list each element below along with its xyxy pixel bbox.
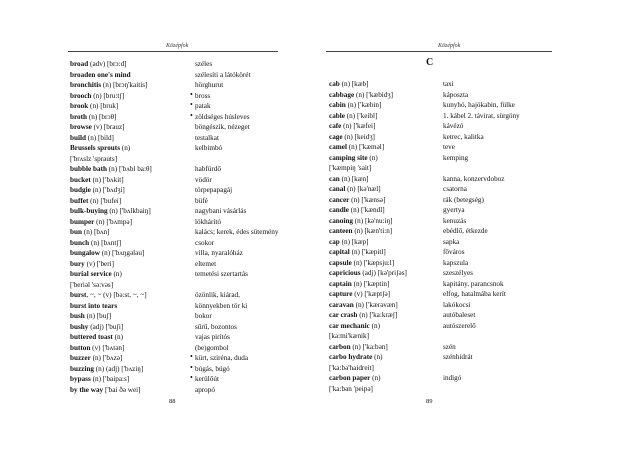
translation: törpepapagáj xyxy=(195,186,233,194)
dictionary-entry xyxy=(70,227,310,238)
dictionary-entry xyxy=(329,363,569,374)
dictionary-entry xyxy=(70,311,310,322)
translation: lökhárító xyxy=(195,217,221,226)
pronunciation: (n) ['kærəvæn] xyxy=(353,300,398,309)
dictionary-entry xyxy=(329,310,569,321)
dictionary-entry xyxy=(329,331,569,342)
dictionary-entry xyxy=(70,112,310,123)
headword: cabbage xyxy=(329,90,355,99)
dictionary-entry xyxy=(329,111,569,122)
headword: cage xyxy=(329,132,343,141)
pronunciation: (n) ['bʌzə] xyxy=(90,354,123,362)
translation: autószerelő xyxy=(443,321,476,330)
headword: carbo hydrate xyxy=(329,353,373,361)
headword: candle xyxy=(329,206,349,214)
headword: brooch xyxy=(70,91,92,100)
dictionary-entry xyxy=(70,70,310,81)
running-head: Középfok xyxy=(438,43,461,49)
headword: broth xyxy=(70,112,88,121)
headword: bronchitis xyxy=(70,81,102,89)
headword: bumper xyxy=(70,217,95,226)
pronunciation: ['bai ðə wei] xyxy=(103,385,141,394)
dictionary-entry xyxy=(329,373,569,384)
dictionary-entry xyxy=(70,374,310,385)
bullet-marker: • xyxy=(190,89,193,99)
pronunciation: (n) xyxy=(372,353,383,361)
running-head: Középfok xyxy=(166,43,189,49)
translation: sűrű, bozontos xyxy=(195,322,237,331)
translation: vödör xyxy=(195,175,212,184)
headword: browse xyxy=(70,123,92,131)
bullet-marker: • xyxy=(190,373,193,382)
dictionary-entry xyxy=(70,196,310,207)
pronunciation: ['kæmpiŋ 'sait] xyxy=(329,164,372,172)
dictionary-entry xyxy=(70,280,310,291)
headword: car mechanic xyxy=(329,321,370,330)
pronunciation: (n) ['bʌbl ba:θ] xyxy=(106,165,152,173)
pronunciation: (n) [kə'nu:iŋ] xyxy=(352,216,393,225)
headword: broad xyxy=(70,60,89,68)
pronunciation: (n) [kæn] xyxy=(339,174,369,183)
headword: caravan xyxy=(329,300,354,309)
dictionary-entry xyxy=(329,90,569,101)
headword: cable xyxy=(329,111,345,120)
translation: bokor xyxy=(195,312,212,320)
translation: kanna, konzervdoboz xyxy=(443,174,505,183)
dictionary-entry xyxy=(70,164,310,175)
pronunciation: (n) ['kæbidʒ] xyxy=(354,90,393,99)
translation: elfog, hatalmába kerít xyxy=(443,290,506,298)
headword: cap xyxy=(329,237,340,246)
translation: vajas pirítós xyxy=(195,333,230,341)
bullet-marker: • xyxy=(190,362,193,372)
translation: indigó xyxy=(443,374,462,382)
dictionary-entry xyxy=(70,290,310,301)
pronunciation: ['brʌslz 'sprauts] xyxy=(70,154,118,163)
dictionary-entry xyxy=(329,184,569,195)
dictionary-entry xyxy=(70,301,310,312)
headword: burial service xyxy=(70,270,112,278)
pronunciation: (adj) ['buʃi] xyxy=(88,322,124,331)
pronunciation: (n) [buʃ] xyxy=(84,312,112,320)
pronunciation: (n) ['bʌdʒi] xyxy=(90,186,125,194)
dictionary-entry xyxy=(329,384,569,395)
pronunciation: (n) ['baipa:s] xyxy=(90,375,130,383)
pronunciation: (n) ['bufei] xyxy=(88,196,122,205)
pronunciation: (n) [kə'næl] xyxy=(345,185,381,193)
translation: szeszélyes xyxy=(443,269,473,277)
pronunciation: ['ka:bə'haidreit] xyxy=(329,363,374,372)
dictionary-entry xyxy=(329,237,569,248)
dictionary-entry xyxy=(70,238,310,249)
translation: testalkat xyxy=(195,133,219,142)
translation: könnyekben tör ki xyxy=(195,301,248,310)
headword: bypass xyxy=(70,375,91,383)
pronunciation: (n) [bild] xyxy=(86,133,114,142)
bullet-marker: • xyxy=(190,100,193,109)
pronunciation: (n) [bʌntʃ] xyxy=(89,238,122,247)
dictionary-entry xyxy=(70,133,310,144)
headword: burst xyxy=(70,291,87,299)
translation: autóbaleset xyxy=(443,311,476,319)
headword: buzzing xyxy=(70,364,94,373)
dictionary-entry xyxy=(329,289,569,300)
headword: bunch xyxy=(70,238,90,247)
dictionary-entry xyxy=(329,205,569,216)
dictionary-entry xyxy=(329,79,569,90)
pronunciation: (n) [bruk] xyxy=(88,102,119,110)
translation: szénhidrát xyxy=(443,353,473,361)
dictionary-entry xyxy=(329,321,569,332)
headword: by the way xyxy=(70,385,104,394)
pronunciation: (n) ['kæməl] xyxy=(346,143,385,151)
pronunciation: (n) ['bʌŋgələu] xyxy=(99,249,145,257)
translation: kapszula xyxy=(443,258,469,267)
pronunciation: (n) ['ka:kræʃ] xyxy=(357,311,398,319)
headword: carbon paper xyxy=(329,374,371,382)
translation: villa, nyaralóház xyxy=(195,249,243,257)
page-number: 89 xyxy=(426,398,433,405)
headword: cab xyxy=(329,80,340,88)
translation: kunyhó, hajókabin, fülke xyxy=(443,101,515,109)
dictionary-entry xyxy=(70,332,310,343)
translation: ketrec, kalitka xyxy=(443,132,484,141)
translation: nagybani vásárlás xyxy=(195,207,247,215)
headword: broaden one's mind xyxy=(70,70,131,79)
dictionary-entry xyxy=(329,226,569,237)
dictionary-entry xyxy=(70,206,310,217)
pronunciation: (v) [brauz] xyxy=(91,123,125,131)
headword: bush xyxy=(70,312,85,320)
pronunciation: (n) [bru:tʃ] xyxy=(91,91,125,100)
pronunciation: (n) ['kæpsju:l] xyxy=(351,258,395,267)
pronunciation: (n) ['keibl] xyxy=(344,111,378,120)
dictionary-entry xyxy=(70,122,310,133)
headword: can xyxy=(329,174,340,183)
pronunciation: (n) ['ka:bən] xyxy=(350,342,388,351)
translation: kapitány, parancsnok xyxy=(443,279,504,288)
pronunciation: (n) ['kæptin] xyxy=(351,279,390,288)
translation: habfürdő xyxy=(195,165,221,173)
pronunciation: (n) [brɔŋ'kaitis] xyxy=(101,81,148,89)
entry-list xyxy=(329,79,569,394)
dictionary-entry xyxy=(329,258,569,269)
translation: özönlik, kiárad, xyxy=(195,291,240,299)
pronunciation: (n) [kæp] xyxy=(339,237,369,246)
right-page xyxy=(319,0,638,452)
translation: 1. kábel 2. távirat, sürgöny xyxy=(443,111,520,120)
dictionary-entry xyxy=(329,352,569,363)
dictionary-entry xyxy=(329,163,569,174)
headword: build xyxy=(70,133,86,142)
pronunciation: (v) ['kæptʃə] xyxy=(352,290,391,298)
translation: szélesíti a látókörét xyxy=(195,70,251,79)
translation: kalács; kerek, édes sütemény xyxy=(195,228,279,236)
pronunciation: (n) xyxy=(120,144,131,152)
dictionary-entry xyxy=(329,100,569,111)
dictionary-entry xyxy=(329,268,569,279)
pronunciation: (n) xyxy=(111,270,122,278)
pronunciation: (v) ['bʌtən] xyxy=(90,343,125,352)
translation: káposzta xyxy=(443,90,469,99)
headword: canal xyxy=(329,185,346,193)
translation: (be)gombol xyxy=(195,343,229,352)
headword: capture xyxy=(329,290,353,298)
pronunciation: (n) [kæb] xyxy=(339,80,369,88)
headword: buzzer xyxy=(70,354,91,362)
headword: cabin xyxy=(329,101,346,109)
headword: bun xyxy=(70,228,82,236)
translation: gyertya xyxy=(443,206,465,214)
section-letter: C xyxy=(426,57,434,68)
dictionary-entry xyxy=(329,216,569,227)
translation: bross xyxy=(195,91,211,100)
headword: camping site xyxy=(329,153,368,162)
translation: hörghurut xyxy=(195,81,224,89)
headword: cafe xyxy=(329,122,342,130)
dictionary-entry xyxy=(329,247,569,258)
dictionary-entry xyxy=(70,385,310,396)
pronunciation: (n) ['kæfei] xyxy=(341,122,376,130)
pronunciation: (n) ['kænsə] xyxy=(349,195,386,204)
translation: búgás, búgó xyxy=(195,364,230,373)
dictionary-entry xyxy=(329,279,569,290)
pronunciation: (adv) [brɔ:d] xyxy=(88,60,127,68)
pronunciation: ['beriəl 'sə:vəs] xyxy=(70,280,114,289)
dictionary-entry xyxy=(70,154,310,165)
headword: bushy xyxy=(70,322,89,331)
headword: button xyxy=(70,343,91,352)
pronunciation: (n) xyxy=(369,321,380,330)
dictionary-entry xyxy=(329,121,569,132)
translation: büfé xyxy=(195,196,208,205)
translation: főváros xyxy=(443,248,465,256)
dictionary-entry xyxy=(329,300,569,311)
pronunciation: (v) ['beri] xyxy=(84,259,115,268)
headword: burst into tears xyxy=(70,301,118,310)
pronunciation: (n) [kæn'ti:n] xyxy=(352,227,393,235)
translation: kemping xyxy=(443,153,469,162)
headword: capital xyxy=(329,248,350,256)
translation: szén xyxy=(443,342,456,351)
translation: böngészik, nézeget xyxy=(195,123,250,131)
pronunciation: (n) ['bʌlkbaiŋ] xyxy=(107,207,151,215)
headword: bucket xyxy=(70,175,91,184)
pronunciation: (n) ['bʌkit] xyxy=(90,175,124,184)
translation: apropó xyxy=(195,385,215,394)
headword: camel xyxy=(329,143,347,151)
header-rule xyxy=(326,51,552,52)
headword: Brussels sprouts xyxy=(70,144,120,152)
translation: széles xyxy=(195,60,213,68)
dictionary-entry xyxy=(70,259,310,270)
dictionary-entry xyxy=(70,143,310,154)
headword: captain xyxy=(329,279,352,288)
translation: kürt, sziréna, duda xyxy=(195,354,249,362)
translation: kenuzás xyxy=(443,216,467,225)
dictionary-entry xyxy=(329,132,569,143)
translation: kelbimbó xyxy=(195,144,223,152)
headword: bury xyxy=(70,259,85,268)
pronunciation: (n) ['kændl] xyxy=(348,206,385,214)
headword: car crash xyxy=(329,311,358,319)
dictionary-entry xyxy=(70,248,310,259)
pronunciation: (n) [keidʒ] xyxy=(342,132,375,141)
pronunciation: (n) xyxy=(370,374,381,382)
translation: sapka xyxy=(443,237,460,246)
entry-list xyxy=(70,59,310,395)
bullet-marker: • xyxy=(190,110,193,120)
pronunciation: , ~, ~ (v) [bə:st, ~, ~] xyxy=(86,291,147,299)
dictionary-entry xyxy=(70,217,310,228)
pronunciation: ['ka:bən 'peipə] xyxy=(329,384,373,393)
pronunciation: (adj) [kə'priʃəs] xyxy=(360,269,407,277)
translation: temetési szertartás xyxy=(195,270,248,278)
header-rule xyxy=(68,51,278,52)
dictionary-entry xyxy=(70,59,310,70)
dictionary-entry xyxy=(70,185,310,196)
headword: buffet xyxy=(70,196,89,205)
translation: csokor xyxy=(195,238,215,247)
translation: patak xyxy=(195,102,211,110)
translation: kávézó xyxy=(443,122,464,130)
translation: teve xyxy=(443,143,455,151)
dictionary-entry xyxy=(329,195,569,206)
headword: bulk-buying xyxy=(70,207,108,215)
pronunciation: (n) ['kæpitl] xyxy=(349,248,386,256)
translation: lakókocsi xyxy=(443,300,471,309)
dictionary-entry xyxy=(329,174,569,185)
dictionary-entry xyxy=(70,175,310,186)
translation: taxi xyxy=(443,80,454,88)
pronunciation: (n) (adj) ['bʌziŋ] xyxy=(93,364,144,373)
dictionary-entry xyxy=(329,342,569,353)
translation: csatorna xyxy=(443,185,467,193)
headword: canoing xyxy=(329,216,353,225)
headword: bubble bath xyxy=(70,165,107,173)
headword: capsule xyxy=(329,258,352,267)
bullet-marker: • xyxy=(190,352,193,361)
headword: brook xyxy=(70,102,89,110)
pronunciation: (n) [bʌn] xyxy=(82,228,110,236)
dictionary-entry xyxy=(329,142,569,153)
translation: kerülőút xyxy=(195,375,219,383)
headword: bungalow xyxy=(70,249,100,257)
headword: cancer xyxy=(329,195,350,204)
pronunciation: (n) ['bʌmpə] xyxy=(94,217,132,226)
pronunciation: (n) ['kæbin] xyxy=(345,101,382,109)
headword: budgie xyxy=(70,186,91,194)
translation: rák (betegség) xyxy=(443,195,484,204)
pronunciation: (n) xyxy=(367,153,378,162)
translation: zöldséges húsleves xyxy=(195,112,250,121)
headword: canteen xyxy=(329,227,353,235)
pronunciation: (n) xyxy=(112,333,123,341)
headword: capricious xyxy=(329,269,361,277)
translation: eltemet xyxy=(195,259,217,268)
pronunciation: (n) [brɔθ] xyxy=(87,112,117,121)
dictionary-entry xyxy=(70,322,310,333)
headword: carbon xyxy=(329,342,351,351)
pronunciation: [ka:mi'kænik] xyxy=(329,332,370,340)
dictionary-entry xyxy=(70,269,310,280)
dictionary-entry xyxy=(329,153,569,164)
page-number: 88 xyxy=(169,398,176,405)
headword: buttered toast xyxy=(70,333,113,341)
translation: ebédlő, étkezde xyxy=(443,227,488,235)
